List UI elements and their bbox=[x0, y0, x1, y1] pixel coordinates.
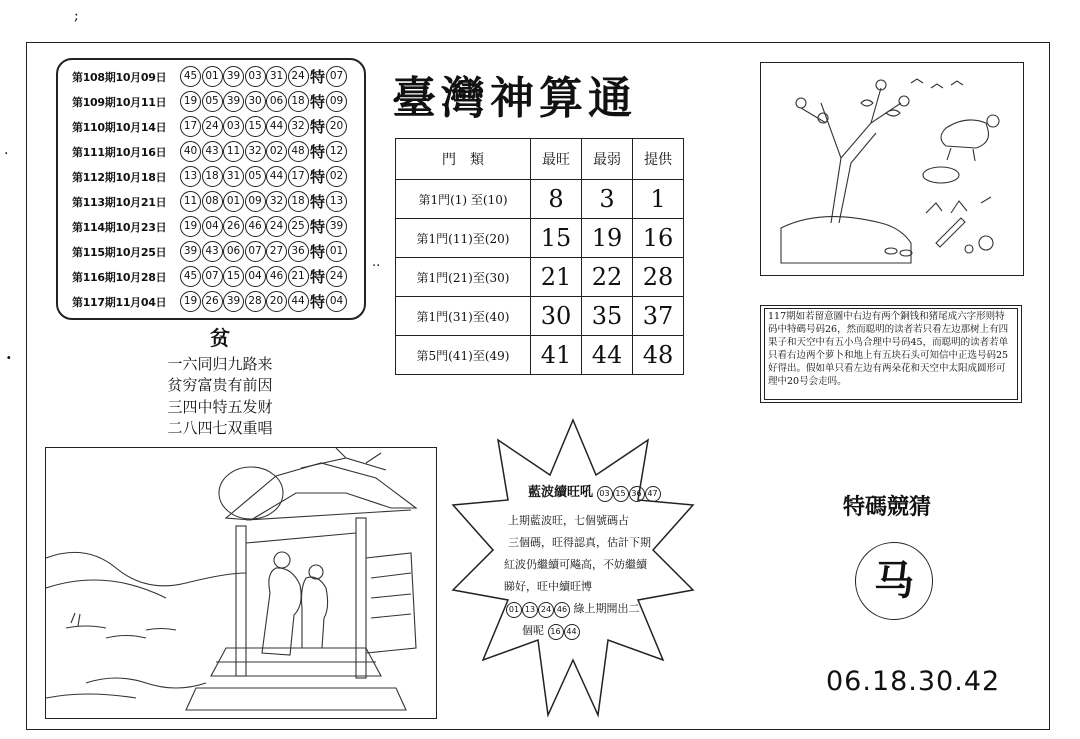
special-ball: 39 bbox=[326, 216, 347, 237]
number-ball: 03 bbox=[223, 116, 244, 137]
dots-mark: .. bbox=[372, 255, 381, 270]
draw-issue: 第108期10月09日 bbox=[72, 70, 167, 84]
grid-cell: 21 bbox=[531, 258, 582, 297]
special-label: 特 bbox=[310, 118, 326, 136]
star-ball: 24 bbox=[538, 602, 554, 618]
number-ball: 01 bbox=[223, 191, 244, 212]
number-ball: 17 bbox=[288, 166, 309, 187]
grid-header-hot: 最旺 bbox=[531, 139, 582, 180]
number-ball: 26 bbox=[202, 291, 223, 312]
number-ball: 15 bbox=[245, 116, 266, 137]
number-ball: 27 bbox=[266, 241, 287, 262]
draw-result-row bbox=[72, 190, 348, 213]
grid-cell: 41 bbox=[531, 336, 582, 375]
page-title: 臺灣神算通 bbox=[392, 73, 637, 124]
number-ball: 44 bbox=[266, 166, 287, 187]
number-ball: 18 bbox=[288, 91, 309, 112]
grid-row-label: 第1門(1) 至(10) bbox=[396, 180, 531, 219]
draw-result-row bbox=[72, 65, 348, 88]
number-ball: 39 bbox=[180, 241, 201, 262]
special-label: 特 bbox=[310, 293, 326, 311]
number-ball: 08 bbox=[202, 191, 223, 212]
number-ball: 03 bbox=[245, 66, 266, 87]
special-ball: 20 bbox=[326, 116, 347, 137]
special-ball: 09 bbox=[326, 91, 347, 112]
draw-result-row bbox=[72, 140, 348, 163]
grid-cell: 1 bbox=[633, 180, 684, 219]
number-ball: 45 bbox=[180, 66, 201, 87]
draw-result-row bbox=[72, 90, 348, 113]
number-ball: 40 bbox=[180, 141, 201, 162]
draw-result-row bbox=[72, 165, 348, 188]
number-ball: 39 bbox=[223, 66, 244, 87]
star-ball: 44 bbox=[564, 624, 580, 640]
special-label: 特 bbox=[310, 268, 326, 286]
number-ball: 24 bbox=[266, 216, 287, 237]
number-ball: 28 bbox=[245, 291, 266, 312]
poem-line: 二八四七双重唱 bbox=[167, 419, 273, 437]
number-ball: 21 bbox=[288, 266, 309, 287]
number-ball: 11 bbox=[180, 191, 201, 212]
number-ball: 32 bbox=[245, 141, 266, 162]
number-ball: 36 bbox=[288, 241, 309, 262]
special-label: 特 bbox=[310, 93, 326, 111]
grid-cell: 3 bbox=[582, 180, 633, 219]
draw-issue: 第110期10月14日 bbox=[72, 120, 167, 134]
number-ball: 45 bbox=[180, 266, 201, 287]
number-ball: 17 bbox=[180, 116, 201, 137]
star-last-prefix: 個呢 bbox=[522, 624, 544, 637]
star-line: 三個碼，旺得認真，估計下期 bbox=[508, 536, 651, 549]
poem-line: 三四中特五发财 bbox=[167, 397, 273, 416]
grid-header-row bbox=[396, 139, 684, 180]
grid-header-provide: 提供 bbox=[633, 139, 684, 180]
number-ball: 46 bbox=[245, 216, 266, 237]
grid-cell: 28 bbox=[633, 258, 684, 297]
star-title-ball: 15 bbox=[613, 486, 629, 502]
special-ball: 24 bbox=[326, 266, 347, 287]
star-ball: 16 bbox=[548, 624, 564, 640]
number-ball: 48 bbox=[288, 141, 309, 162]
number-ball: 19 bbox=[180, 291, 201, 312]
number-ball: 43 bbox=[202, 241, 223, 262]
star-ball: 13 bbox=[522, 602, 538, 618]
grid-row-label: 第1門(31)至(40) bbox=[396, 297, 531, 336]
hint-note bbox=[760, 305, 1022, 403]
number-ball: 39 bbox=[223, 91, 244, 112]
number-ball: 25 bbox=[288, 216, 309, 237]
draw-issue: 第117期11月04日 bbox=[72, 295, 167, 309]
grid-row bbox=[396, 297, 684, 336]
star-line: 睇好，旺中續旺博 bbox=[504, 580, 592, 593]
number-ball: 18 bbox=[288, 191, 309, 212]
number-ball: 04 bbox=[245, 266, 266, 287]
tree-drawing bbox=[761, 63, 1023, 275]
special-ball: 01 bbox=[326, 241, 347, 262]
number-ball: 09 bbox=[245, 191, 266, 212]
special-label: 特 bbox=[310, 218, 326, 236]
number-ball: 43 bbox=[202, 141, 223, 162]
number-ball: 06 bbox=[266, 91, 287, 112]
number-ball: 13 bbox=[180, 166, 201, 187]
star-ball: 01 bbox=[506, 602, 522, 618]
zodiac-circle: 马 bbox=[855, 542, 933, 620]
number-ball: 02 bbox=[266, 141, 287, 162]
edge-dot: · bbox=[4, 146, 9, 162]
draw-issue: 第116期10月28日 bbox=[72, 270, 167, 284]
star-ball: 46 bbox=[554, 602, 570, 618]
grid-header-cold: 最弱 bbox=[582, 139, 633, 180]
draw-result-row bbox=[72, 265, 348, 288]
grid-row-label: 第1門(11)至(20) bbox=[396, 219, 531, 258]
star-title-ball: 36 bbox=[629, 486, 645, 502]
grid-row bbox=[396, 258, 684, 297]
draw-result-row bbox=[72, 290, 348, 313]
grid-row bbox=[396, 219, 684, 258]
poem-block bbox=[120, 328, 320, 440]
star-title-ball: 47 bbox=[645, 486, 661, 502]
special-title: 特碼競猜 bbox=[843, 495, 932, 520]
grid-cell: 16 bbox=[633, 219, 684, 258]
number-ball: 39 bbox=[223, 291, 244, 312]
special-ball: 02 bbox=[326, 166, 347, 187]
number-ball: 05 bbox=[202, 91, 223, 112]
number-ball: 26 bbox=[223, 216, 244, 237]
number-ball: 04 bbox=[202, 216, 223, 237]
number-ball: 32 bbox=[266, 191, 287, 212]
grid-cell: 15 bbox=[531, 219, 582, 258]
number-ball: 44 bbox=[288, 291, 309, 312]
grid-cell: 48 bbox=[633, 336, 684, 375]
poem-line: 贫穷富贵有前因 bbox=[167, 376, 273, 394]
number-ball: 19 bbox=[180, 216, 201, 237]
star-title-ball: 03 bbox=[597, 486, 613, 502]
star-title: 藍波續旺吼 bbox=[528, 485, 594, 500]
number-ball: 05 bbox=[245, 166, 266, 187]
grid-row-label: 第1門(21)至(30) bbox=[396, 258, 531, 297]
hint-text: 117期如若留意圖中右边有两个銅钱和猪尾成六字形则特码中特碼号码26，然而聪明的读者若只看左边那树上有四果子和天空中有五小鸟合理中号码45，而聪明的读者若单只看右边两个萝卜和地上有五块石头可知信中正选号码25好得出。假如单只看左边有两朵花和天空中太阳成圆形可理中20号会走吗。 bbox=[764, 308, 1018, 400]
grid-header-category: 門 類 bbox=[396, 139, 531, 180]
draw-result-row bbox=[72, 240, 348, 263]
grid-cell: 30 bbox=[531, 297, 582, 336]
draw-issue: 第113期10月21日 bbox=[72, 195, 167, 209]
poem-title: 贫 bbox=[210, 326, 230, 350]
special-label: 特 bbox=[310, 143, 326, 161]
number-ball: 19 bbox=[180, 91, 201, 112]
number-ball: 44 bbox=[266, 116, 287, 137]
number-grid bbox=[395, 138, 684, 375]
special-label: 特 bbox=[310, 243, 326, 261]
grid-cell: 44 bbox=[582, 336, 633, 375]
number-ball: 07 bbox=[245, 241, 266, 262]
number-ball: 31 bbox=[223, 166, 244, 187]
number-ball: 24 bbox=[288, 66, 309, 87]
star-line: 紅波仍繼續可飚高，不妨繼續 bbox=[504, 558, 647, 571]
number-ball: 07 bbox=[202, 266, 223, 287]
special-label: 特 bbox=[310, 68, 326, 86]
number-ball: 06 bbox=[223, 241, 244, 262]
pavilion-illustration bbox=[45, 447, 437, 719]
number-ball: 46 bbox=[266, 266, 287, 287]
grid-cell: 37 bbox=[633, 297, 684, 336]
star-bottom-text: 綠上期開出二 bbox=[573, 602, 640, 615]
number-ball: 18 bbox=[202, 166, 223, 187]
number-ball: 24 bbox=[202, 116, 223, 137]
number-ball: 31 bbox=[266, 66, 287, 87]
edge-dot: · bbox=[6, 348, 12, 367]
number-ball: 32 bbox=[288, 116, 309, 137]
results-box bbox=[56, 58, 366, 320]
draw-result-row bbox=[72, 215, 348, 238]
special-label: 特 bbox=[310, 168, 326, 186]
draw-issue: 第114期10月23日 bbox=[72, 220, 167, 234]
star-last-row bbox=[522, 620, 674, 642]
number-ball: 20 bbox=[266, 291, 287, 312]
number-ball: 01 bbox=[202, 66, 223, 87]
special-label: 特 bbox=[310, 193, 326, 211]
star-line: 上期藍波旺，七個號碼占 bbox=[508, 514, 629, 527]
star-bottom-row bbox=[506, 598, 674, 620]
pavilion-drawing bbox=[46, 448, 436, 718]
draw-result-row bbox=[72, 115, 348, 138]
grid-cell: 19 bbox=[582, 219, 633, 258]
grid-row-label: 第5門(41)至(49) bbox=[396, 336, 531, 375]
recommended-numbers: 06.18.30.42 bbox=[826, 666, 1001, 697]
grid-row bbox=[396, 180, 684, 219]
special-ball: 07 bbox=[326, 66, 347, 87]
star-title-row bbox=[528, 482, 674, 504]
grid-cell: 8 bbox=[531, 180, 582, 219]
grid-cell: 22 bbox=[582, 258, 633, 297]
draw-issue: 第112期10月18日 bbox=[72, 170, 167, 184]
draw-issue: 第109期10月11日 bbox=[72, 95, 167, 109]
star-content bbox=[498, 482, 674, 642]
special-ball: 12 bbox=[326, 141, 347, 162]
draw-issue: 第115期10月25日 bbox=[72, 245, 167, 259]
grid-cell: 35 bbox=[582, 297, 633, 336]
number-ball: 30 bbox=[245, 91, 266, 112]
poem-line: 一六同归九路来 bbox=[167, 354, 273, 373]
number-ball: 11 bbox=[223, 141, 244, 162]
tree-illustration bbox=[760, 62, 1024, 276]
draw-issue: 第111期10月16日 bbox=[72, 145, 167, 159]
corner-mark: ; bbox=[74, 8, 79, 24]
number-ball: 15 bbox=[223, 266, 244, 287]
grid-row bbox=[396, 336, 684, 375]
special-ball: 13 bbox=[326, 191, 347, 212]
special-ball: 04 bbox=[326, 291, 347, 312]
